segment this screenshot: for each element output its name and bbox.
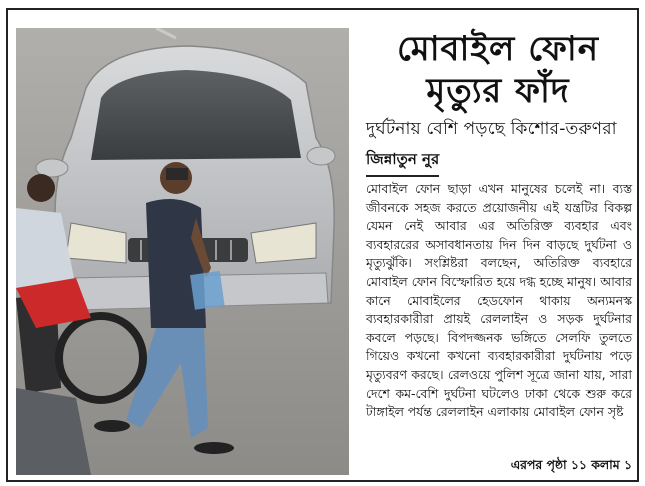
headline-line-2: মৃত্যুর ফাঁদ (426, 71, 570, 111)
news-photo (16, 28, 349, 475)
continuation-note: এরপর পৃষ্ঠা ১১ কলাম ১ (510, 457, 632, 472)
street-scene-illustration (16, 28, 349, 475)
byline: জিন্নাতুন নুর (366, 148, 439, 177)
headline-line-1: মোবাইল ফোন (397, 29, 599, 69)
article-body: মোবাইল ফোন ছাড়া এখন মানুষের চলেই না। ব্যস্ত জীবনকে সহজ করতে প্রয়োজনীয় এই যন্ত্রটির বিকল্প যেমন নেই আবার এর অতিরিক্ত ব্যবহার এবং ব্যবহাররের অসাবধানতায় দিন দিন বাড়ছে দুর্ঘটনা ও মৃত্যুঝুঁকি। সংশ্লিষ্টরা বলছেন, অতিরিক্ত ব্যবহারে মোবাইল ফোন বিস্ফোরিত হয়ে দগ্ধ হচ্ছে মানুষ। আবার কানে মোবাইলের হেডফোন থাকায় অন্যমনস্ক ব্যবহারকারীরা প্রায়ই রেললাইন ও সড়ক দুর্ঘটনার কবলে পড়ছে। বিপদজ্জনক ভঙ্গিতে সেলফি তুলতে গিয়েও কখনো কখনো ব্যবহারকারীরা দুর্ঘটনায় পড়ে মৃত্যুবরণ করছে। রেলওয়ে পুলিশ সূত্রে জানা যায়, সারা দেশে কম-বেশি দুর্ঘটনা ঘটলেও ঢাকা থেকে শুরু করে টাঙ্গাইল পর্যন্ত রেললাইন এলাকায় মোবাইল ফোন সৃষ্ট (366, 181, 632, 420)
subheadline: দুর্ঘটনায় বেশি পড়ছে কিশোর-তরুণরা (366, 119, 617, 139)
headline (366, 28, 630, 112)
